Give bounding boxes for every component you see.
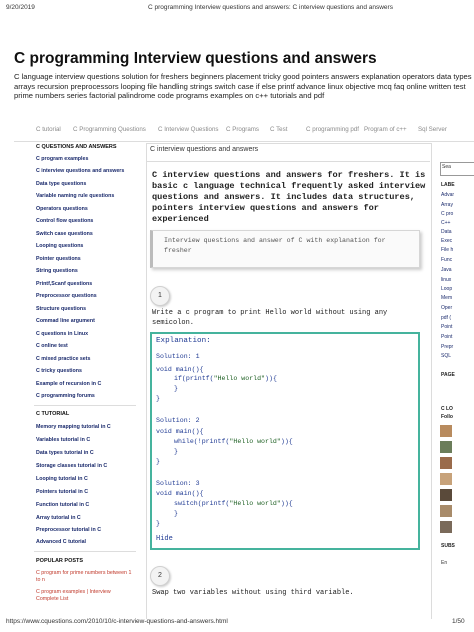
question-text: Swap two variables without using third variable. <box>152 589 354 597</box>
followers-title: C LO <box>441 406 453 412</box>
label-link[interactable]: C++ <box>441 220 451 226</box>
print-page-number: 1/50 <box>452 618 465 625</box>
code-line <box>174 438 293 445</box>
label-link[interactable]: SQL <box>441 353 452 359</box>
code-line: } <box>156 520 160 527</box>
sidebar-link[interactable]: Printf,Scanf questions <box>36 281 93 287</box>
site-title[interactable]: C programming Interview questions and answers <box>14 50 377 67</box>
code-line: } <box>156 395 160 402</box>
sidebar-link[interactable]: Preprocessor tutorial in C <box>36 527 102 533</box>
code-line: } <box>174 510 178 517</box>
breadcrumb-divider <box>146 161 430 162</box>
sidebar-link[interactable]: Example of recursion in C <box>36 381 102 387</box>
code-string: "Hello world" <box>229 438 281 445</box>
solution-label: Solution: 1 <box>156 353 200 360</box>
follower-avatar[interactable] <box>440 473 452 485</box>
post-intro: C interview questions and answers for freshers. It is basic c language technical frequently asked interview questions and answers. It includes data structures, pointers interview questions and answers for experienced <box>152 170 426 224</box>
sidebar-link[interactable]: Array tutorial in C <box>36 515 81 521</box>
label-link[interactable]: Advar <box>441 192 455 198</box>
hide-toggle[interactable]: Hide <box>156 535 173 543</box>
sidebar-section-title: C TUTORIAL <box>36 411 70 417</box>
print-url: https://www.cquestions.com/2010/10/c-interview-questions-and-answers.html <box>6 618 228 625</box>
code-line <box>174 375 277 382</box>
followers-subtitle: Follo <box>441 414 453 420</box>
code-token: )){ <box>280 438 293 445</box>
code-string: "Hello world" <box>229 500 281 507</box>
label-link[interactable]: Point <box>441 324 453 330</box>
label-link[interactable]: Oper <box>441 305 453 311</box>
sidebar-link[interactable]: Structure questions <box>36 306 87 312</box>
sidebar-link[interactable]: C programming forums <box>36 393 95 399</box>
site-description: C language interview questions solution for freshers beginners placement tricky good pointers answers explanation operators data types arrays recursion preprocessors looping file handling strings switch case if else printf advance linux objective mcq faq online written test prime numbers series factorial palindrome code programs examples on c++ tutorials and pdf <box>14 72 472 101</box>
code-token: )){ <box>280 500 293 507</box>
sidebar-divider <box>34 405 136 406</box>
label-link[interactable]: pdf ( <box>441 315 452 321</box>
search-button[interactable]: Sea <box>442 164 451 170</box>
question-number-badge: 2 <box>150 566 170 586</box>
code-line: void main(){ <box>156 490 204 497</box>
blockquote-text: Interview questions and answer of C with explanation for fresher <box>164 237 386 254</box>
nav-c-interview-questions[interactable]: C Interview Questions <box>158 126 219 133</box>
code-token: while(!printf( <box>174 438 230 445</box>
nav-c-programs[interactable]: C Programs <box>226 126 260 133</box>
label-link[interactable]: Point <box>441 334 453 340</box>
sidebar-divider <box>34 551 136 552</box>
nav-c-test[interactable]: C Test <box>270 126 288 133</box>
label-link[interactable]: Exec <box>441 238 453 244</box>
nav-c-tutorial[interactable]: C tutorial <box>36 126 61 133</box>
nav-c-programming-pdf[interactable]: C programming pdf <box>306 126 359 133</box>
solution-label: Solution: 3 <box>156 480 200 487</box>
popular-post-link[interactable]: C program for prime numbers between 1 to n <box>36 570 132 583</box>
label-link[interactable]: Func <box>441 257 453 263</box>
sidebar-link[interactable]: Looping questions <box>36 243 84 249</box>
label-link[interactable]: Java <box>441 267 452 273</box>
code-line: void main(){ <box>156 428 204 435</box>
code-string: "Hello world" <box>213 375 266 382</box>
sidebar-link[interactable]: Advanced C tutorial <box>36 539 87 545</box>
nav-c-programming-questions[interactable]: C Programming Questions <box>73 126 146 133</box>
nav-program-of-cpp[interactable]: Program of c++ <box>364 126 407 133</box>
sidebar-link[interactable]: C interview questions and answers <box>36 168 125 174</box>
sidebar-link[interactable]: Pointer questions <box>36 256 81 262</box>
print-page-title: C programming Interview questions and answers: C interview questions and answers <box>148 4 393 11</box>
question-text: Write a c program to print Hello world without using any semicolon. <box>152 309 388 327</box>
follower-avatar[interactable] <box>440 425 452 437</box>
code-line: } <box>174 385 178 392</box>
sidebar-link[interactable]: Function tutorial in C <box>36 502 90 508</box>
sidebar-link[interactable]: String questions <box>36 268 78 274</box>
label-link[interactable]: Array <box>441 202 453 208</box>
breadcrumb: C interview questions and answers <box>150 146 259 153</box>
follower-avatar[interactable] <box>440 441 452 453</box>
sidebar-link[interactable]: C mixed practice sets <box>36 356 91 362</box>
sidebar-link[interactable]: C tricky questions <box>36 368 82 374</box>
code-line: } <box>174 448 178 455</box>
sidebar-link[interactable]: Variables tutorial in C <box>36 437 91 443</box>
sidebar-link[interactable]: C questions in Linux <box>36 331 89 337</box>
sidebar-link[interactable]: Data type questions <box>36 181 87 187</box>
label-link[interactable]: Mem <box>441 295 453 301</box>
print-date: 9/20/2019 <box>6 4 35 11</box>
sidebar-link[interactable]: Storage classes tutorial in C <box>36 463 108 469</box>
sidebar-link[interactable]: Preprocessor questions <box>36 293 97 299</box>
sidebar-section-title: POPULAR POSTS <box>36 558 84 564</box>
follower-avatar[interactable] <box>440 521 452 533</box>
sidebar-section-title: C QUESTIONS AND ANSWERS <box>36 144 117 150</box>
nav-sql-server[interactable]: Sql Server <box>418 126 447 133</box>
sidebar-link[interactable]: Memory mapping tutorial in C <box>36 424 111 430</box>
label-link[interactable]: Data <box>441 229 452 235</box>
question-number-badge: 1 <box>150 286 170 306</box>
code-line: void main(){ <box>156 366 204 373</box>
sidebar-link[interactable]: Pointers tutorial in C <box>36 489 89 495</box>
label-link[interactable]: linux <box>441 277 452 283</box>
code-line <box>174 500 293 507</box>
code-token: )){ <box>265 375 277 382</box>
pages-title: PAGE <box>441 372 455 378</box>
sidebar-link[interactable]: Control flow questions <box>36 218 94 224</box>
follower-avatar[interactable] <box>440 505 452 517</box>
labels-title: LABE <box>441 182 455 188</box>
subscribe-title: SUBS <box>441 543 455 549</box>
code-token: switch(printf( <box>174 500 230 507</box>
label-link[interactable]: C pro <box>441 211 454 217</box>
sidebar-link[interactable]: Operators questions <box>36 206 88 212</box>
sidebar-link[interactable]: Variable naming rule questions <box>36 193 115 199</box>
solution-label: Solution: 2 <box>156 417 200 424</box>
sidebar-link[interactable]: Data types tutorial in C <box>36 450 94 456</box>
subscribe-text: En <box>441 560 448 566</box>
popular-post-link[interactable]: C program examples | Interview Complete List <box>36 589 111 602</box>
follower-avatar[interactable] <box>440 489 452 501</box>
code-line: } <box>156 458 160 465</box>
sidebar-link[interactable]: C program examples <box>36 156 89 162</box>
sidebar-link[interactable]: Switch case questions <box>36 231 93 237</box>
sidebar-link[interactable]: C online test <box>36 343 68 349</box>
label-link[interactable]: File h <box>441 247 454 253</box>
sidebar-link[interactable]: Looping tutorial in C <box>36 476 88 482</box>
sidebar-link[interactable]: Commad line argument <box>36 318 95 324</box>
code-token: if(printf( <box>174 375 214 382</box>
explanation-title: Explanation: <box>156 337 211 345</box>
follower-avatar[interactable] <box>440 457 452 469</box>
label-link[interactable]: Prepr <box>441 344 454 350</box>
label-link[interactable]: Loop <box>441 286 453 292</box>
